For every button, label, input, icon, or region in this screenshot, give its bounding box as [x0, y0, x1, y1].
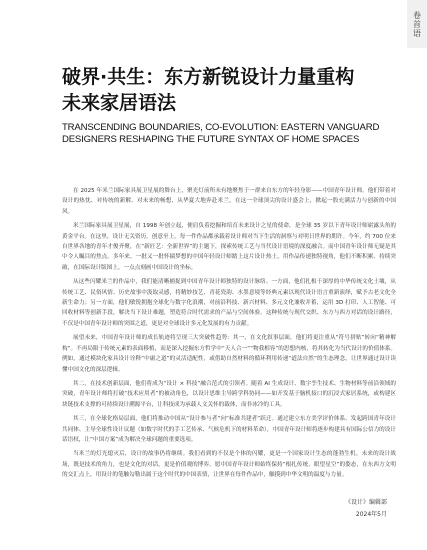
paragraph: 从这些闪耀米兰的作品中，我们能清晰捕捉到中国青年设计师独特的设计脉络。一方面，他们扎根于深厚的中华传统文化土壤，从传统工艺、民俗风情、历史故事中汲取灵感，将精妙技艺、青花瓷韵、水墨意境等经典元素以现代设计语言重新演绎，赋予古老文化全新生命力；另一方面，他们敏锐拥抱全球化与数字化浪潮，对前沿科技、新兴材料、多元文化兼收并蓄，运用 3D 打印、人工智能、可回收材料等创新手段，解决当下设计难题，塑造符合时代需求的产品与空间体验。这种传统与现代交织、东方与西方对话的设计路径，不仅是中国青年设计师的突围之道，更是对全球设计多元化发展的有力贡献。	[62, 279, 396, 327]
article-title	[62, 64, 392, 116]
signature	[345, 497, 387, 521]
paragraph: 展望未来，中国青年设计师的成长轨迹将呈现三大突破性趋势：其一，在文化叙事层面，他们将更注重从“符号拼贴”转向“精神解构”。不再局限于传统元素的表面移植，而是深入挖掘东方哲学中“天人合一”“物我相容”的思想内核，将其转化为当代设计的价值体系。例如，通过模块化家具设计诠释“中庸之道”的灵活适配性，或借助自然材料的循环利用传递“道法自然”的生态理念，让世界通过设计读懂中国文化的深层逻辑。	[62, 335, 396, 373]
subtitle-line-2: DESIGNERS RESHAPING THE FUTURE SYNTAX OF HOME SPACES	[62, 134, 360, 145]
english-subtitle	[62, 122, 402, 146]
paragraph: 在 2025 年米兰国际家具展卫星展的舞台上，聚光灯前所未有地聚焦于一群来自东方的年轻身影——中国青年设计师。他们带着对设计的热忱、对传统的新解、对未来的畅想，从华夏大地奔赴米兰，在这一全球顶尖的设计盛会上，掀起一股充满活力与创新的中国风。	[62, 188, 396, 215]
title-line-2: 未来家居语法	[62, 92, 177, 114]
subtitle-line-1: TRANSCENDING BOUNDARIES, CO-EVOLUTION: EASTERN VANGUARD	[62, 122, 380, 133]
article-body	[62, 186, 396, 485]
paragraph: 米兰国际家具展卫星展，自 1998 年创立起，便肩负着挖掘和培育未来设计之星的使命，是全球 35 岁以下青年设计师崭露头角的黄金平台。在这里，设计无关资历，创意至上。每一件作品都承载着设计师对当下生活的洞察与对明日世界的期许。今年，约 700 位来自世界各地的青年才俊齐聚，在“新匠艺：全新世界”的主题下，探索传统工艺与当代设计语境的深度融合。而中国青年设计师无疑是其中令人瞩目的焦点。多年来，一批又一批怀揣梦想的中国年轻设计师踏上这片设计热土，用作品传递独特视角，他们不断积累、持续突破，在国际设计版图上，一点点刻画中国设计的坐标。	[62, 223, 396, 271]
section-tab	[407, 0, 427, 48]
signature-date: 2024年5月	[355, 511, 387, 518]
section-tab-label: 卷首语	[412, 10, 422, 38]
paragraph: 当米兰的灯光熄灭后，设计的故事仍将继续。我们看到的不仅是个体的闪耀，更是一个国家设计生态的蓬勃生机。未来的设计战场，既是技术的角力，也是文化的对话，更是价值观的博弈。愿中国青年设计师始终保持“根扎传统、眼望星空”的姿态，在东西方文明的交汇点上，用设计的笔触勾勒出属于这个时代的中国表情，让世界在每件作品中，触摸到中华文明的温度与力量。	[62, 451, 396, 479]
signature-org: 《设计》编辑部	[344, 499, 387, 506]
paragraph: 其三，在全球化格局层面，他们将推动中国从“设计参与者”向“标准共建者”跃迁。通过建立东方美学评价体系、发起跨国青年设计共同体、主导全球性设计议题（如数字时代的手工艺传承、气候危机下的材料革命），中国青年设计师将逐步构建具有国际公信力的设计话语权，让“中国方案”成为解决全球问题的重要选项。	[62, 416, 396, 443]
paragraph: 其二，在技术创新层面，他们将成为“设计 × 科技”融合范式的引领者。随着 AI 生成设计、数字孪生技术、生物材料等前沿领域的突破，青年设计师将打破“技术应用者”的被动角色，以设计思维主导跨学科协同——如开发基于脑机接口的沉浸式家居系统，或构建区块链技术支撑的可持续设计溯源平台，让科技成为承载人文关怀的载体，而非冰冷的工具。	[62, 380, 396, 408]
title-line-1: 破界·共生：东方新锐设计力量重构	[62, 66, 355, 88]
